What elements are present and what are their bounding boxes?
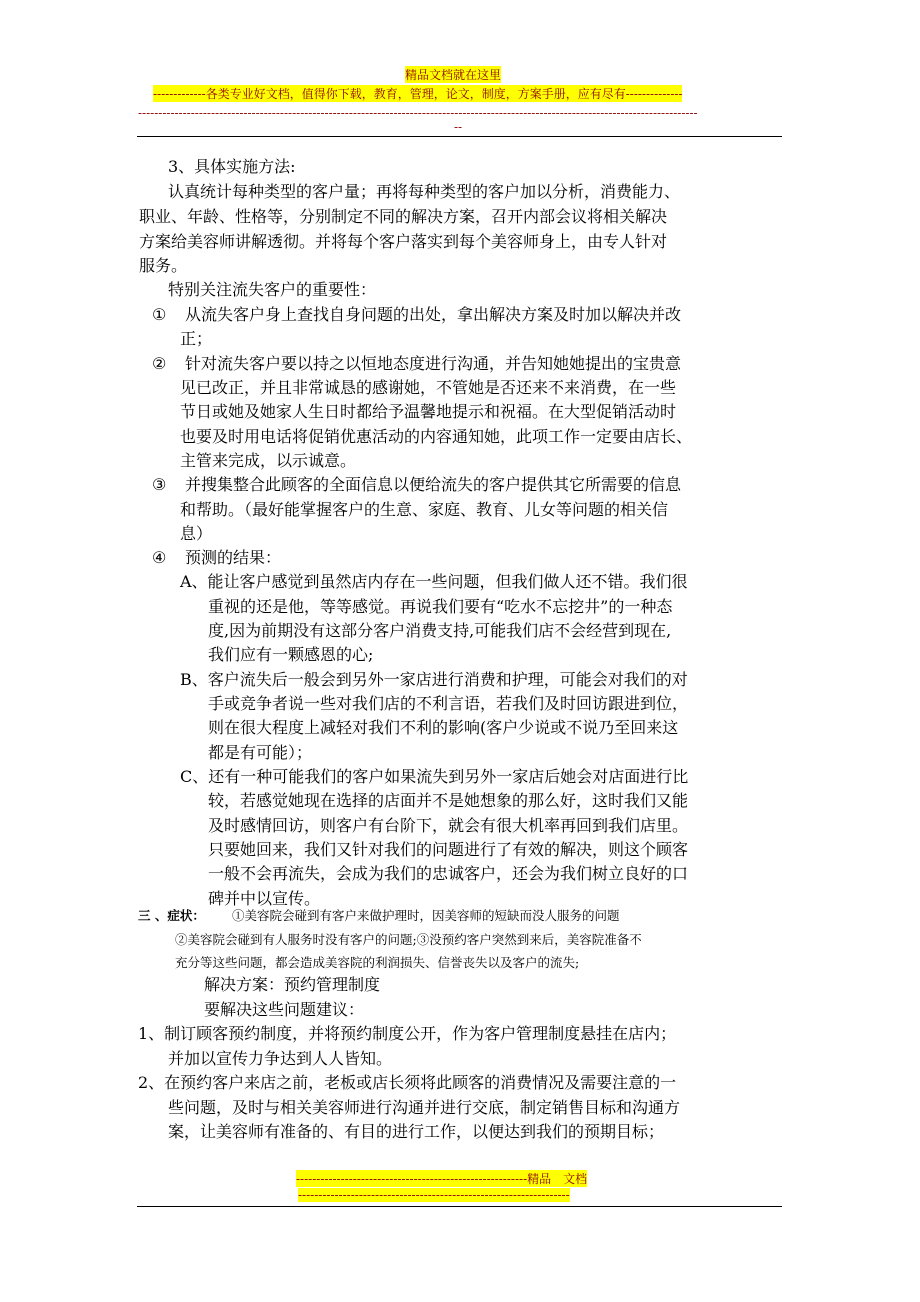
list-number: ② <box>152 354 167 373</box>
symptom-line: ①美容院会碰到有客户来做护理时，因美容师的短缺而没人服务的问题 <box>232 908 620 923</box>
sub-item-line: 我们应有一颗感恩的心; <box>208 645 374 664</box>
numbered-item-line: 案，让美容师有准备的、有目的进行工作，以便达到我们的预期目标； <box>168 1122 665 1141</box>
paragraph-line: 解决方案：预约管理制度 <box>204 975 381 994</box>
sub-item-line: 则在很大程度上减轻对我们不利的影响(客户少说或不说乃至回来这 <box>208 718 679 737</box>
list-number: ④ <box>152 548 167 567</box>
list-item-line: 针对流失客户要以持之以恒地态度进行沟通，并告知她她提出的宝贵意 <box>185 354 682 373</box>
paragraph-line: 特别关注流失客户的重要性： <box>168 280 377 299</box>
list-item-line: 节日或她及她家人生日时都给予温馨地提示和祝福。在大型促销活动时 <box>180 402 677 421</box>
symptom-line: ②美容院会碰到有人服务时没有客户的问题;③没预约客户突然到来后，美容院准备不 <box>175 932 642 947</box>
list-item-line: 和帮助。（最好能掌握客户的生意、家庭、教育、儿女等问题的相关信 <box>180 500 669 519</box>
numbered-item-line: 2、在预约客户来店之前，老板或店长须将此顾客的消费情况及需要注意的一 <box>138 1073 677 1092</box>
list-item-line: 息） <box>180 524 213 543</box>
list-item-line: 从流失客户身上查找自身问题的出处，拿出解决方案及时加以解决并改 <box>185 305 682 324</box>
sub-item-line: 都是有可能）； <box>208 743 313 762</box>
list-item-line: 并搜集整合此顾客的全面信息以便给流失的客户提供其它所需要的信息 <box>185 475 682 494</box>
list-item-line: 主管来完成，以示诚意。 <box>180 451 357 470</box>
list-number: ① <box>152 305 167 324</box>
sub-item-line: A、能让客户感觉到虽然店内存在一些问题，但我们做人还不错。我们很 <box>180 572 688 591</box>
paragraph-line: 服务。 <box>139 256 188 275</box>
sub-item-line: 碑并中以宣传。 <box>208 889 321 908</box>
sub-item-line: C、还有一种可能我们的客户如果流失到另外一家店后她会对店面进行比 <box>180 767 689 786</box>
paragraph-line: 职业、年龄、性格等，分别制定不同的解决方案，召开内部会议将相关解决 <box>139 207 668 226</box>
section-label: 三 、症状： <box>138 908 205 923</box>
sub-item-line: 一般不会再流失，会成为我们的忠诚客户，还会为我们树立良好的口 <box>208 864 689 883</box>
numbered-item-line: 并加以宣传力争达到人人皆知。 <box>168 1049 393 1068</box>
header-rule <box>137 136 782 137</box>
list-item-line: 正； <box>180 329 213 348</box>
list-item-line: 也要及时用电话将促销优惠活动的内容通知她，此项工作一定要由店长、 <box>180 427 693 446</box>
footer-line-1: ---------------------------------------------------------精品 文档 <box>296 1172 588 1186</box>
section-heading: 3、具体实施方法: <box>168 157 296 176</box>
sub-item-line: 度,因为前期没有这部分客户消费支持,可能我们店不会经营到现在, <box>208 621 672 640</box>
sub-item-line: 及时感情回访，则客户有台阶下，就会有很大机率再回到我们店里。 <box>208 816 689 835</box>
numbered-item-line: 1、制订顾客预约制度，并将预约制度公开，作为客户管理制度悬挂在店内； <box>138 1024 677 1043</box>
sub-item-line: 较，若感觉她现在选择的店面并不是她想象的那么好，这时我们又能 <box>208 791 689 810</box>
footer-line-2: ------------------------------------------------------------------- <box>298 1188 570 1202</box>
sub-item-line: 手或竞争者说一些对我们店的不利言语，若我们及时回访跟进到位， <box>208 694 689 713</box>
symptom-line: 充分等这些问题，都会造成美容院的利润损失、信誉丧失以及客户的流失; <box>175 955 580 970</box>
paragraph-line: 方案给美容师讲解透彻。并将每个客户落实到每个美容师身上，由专人针对 <box>139 232 668 251</box>
paragraph-line: 认真统计每种类型的客户量；再将每种类型的客户加以分析，消费能力、 <box>168 182 681 201</box>
list-item-line: 见已改正，并且非常诚恳的感谢她，不管她是否还来不来消费，在一些 <box>180 378 677 397</box>
numbered-item-line: 些问题，及时与相关美容师进行沟通并进行交底，制定销售目标和沟通方 <box>168 1098 681 1117</box>
header-dash-line: ------------------------------------------------------------------------------------------------------------------------------------------ <box>138 106 698 120</box>
header-title: 精品文档就在这里 <box>405 68 502 82</box>
footer-rule <box>137 1206 782 1207</box>
list-item-line: 预测的结果： <box>185 548 282 567</box>
header-subtitle: -------------各类专业好文档，值得你下载，教育，管理，论文，制度，方案手册，应有尽有-------------- <box>153 87 683 101</box>
list-number: ③ <box>152 475 167 494</box>
header-dash-tail: -- <box>454 120 463 134</box>
paragraph-line: 要解决这些问题建议： <box>204 1000 365 1019</box>
sub-item-line: B、客户流失后一般会到另外一家店进行消费和护理，可能会对我们的对 <box>180 670 688 689</box>
sub-item-line: 只要她回来，我们又针对我们的问题进行了有效的解决，则这个顾客 <box>208 840 689 859</box>
sub-item-line: 重视的还是他，等等感觉。再说我们要有“吃水不忘挖井”的一种态 <box>208 597 673 616</box>
